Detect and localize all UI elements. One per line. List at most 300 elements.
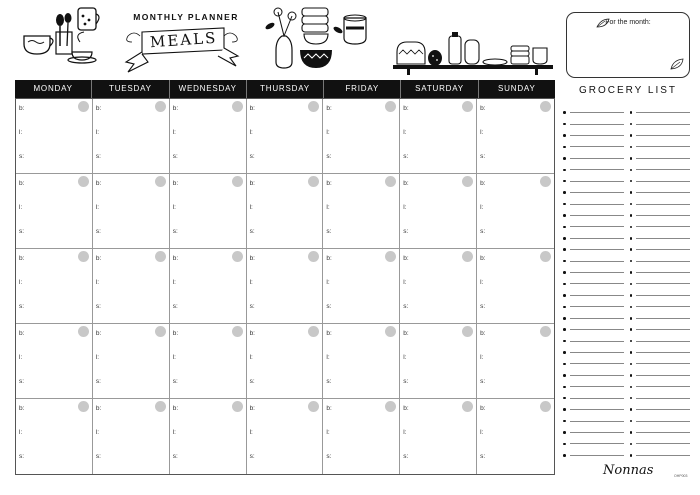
bullet-icon [630, 248, 633, 251]
lunch-label: l: [480, 354, 484, 361]
snack-label: s: [19, 303, 25, 310]
bullet-icon [630, 306, 633, 309]
meals-banner-text: MEALS [149, 28, 218, 52]
grocery-item-line[interactable] [630, 427, 691, 438]
grocery-item-line[interactable] [630, 118, 691, 129]
day-cell[interactable] [93, 249, 170, 324]
day-header-tuesday: TUESDAY [92, 80, 169, 98]
day-cell[interactable] [323, 174, 400, 249]
lunch-label: l: [95, 429, 100, 436]
grocery-item-line[interactable] [563, 221, 624, 232]
lunch-label: l: [95, 204, 100, 211]
grocery-item-line[interactable] [630, 210, 691, 221]
write-line [570, 261, 624, 262]
grocery-item-line[interactable] [563, 438, 624, 449]
date-circle [308, 176, 319, 187]
breakfast-label: b: [326, 255, 332, 262]
lunch-label: l: [95, 354, 100, 361]
bullet-icon [630, 237, 633, 240]
day-cell[interactable] [247, 174, 324, 249]
grocery-list [563, 107, 690, 461]
grocery-item-line[interactable] [630, 415, 691, 426]
grocery-item-line[interactable] [630, 392, 691, 403]
date-circle [462, 326, 473, 337]
grocery-item-line[interactable] [563, 392, 624, 403]
day-cell[interactable] [93, 99, 170, 174]
write-line [636, 238, 690, 239]
snack-label: s: [19, 153, 25, 160]
write-line [636, 135, 690, 136]
date-circle [232, 251, 243, 262]
grocery-item-line[interactable] [563, 404, 624, 415]
grocery-item-line[interactable] [563, 255, 624, 266]
grocery-item-line[interactable] [630, 358, 691, 369]
snack-label: s: [19, 453, 25, 460]
date-circle [78, 326, 89, 337]
product-code: OHP003 [674, 474, 688, 478]
grocery-item-line[interactable] [630, 370, 691, 381]
breakfast-label: b: [172, 255, 179, 262]
write-line [636, 169, 690, 170]
write-line [570, 352, 624, 353]
snack-label: s: [95, 378, 101, 385]
write-line [636, 204, 690, 205]
date-circle [308, 101, 319, 112]
grocery-item-line[interactable] [563, 118, 624, 129]
bullet-icon [630, 317, 633, 320]
day-cell[interactable] [400, 399, 477, 474]
snack-label: s: [172, 378, 178, 385]
date-circle [462, 251, 473, 262]
write-line [570, 329, 624, 330]
write-line [570, 146, 624, 147]
bullet-icon [630, 111, 633, 114]
breakfast-label: b: [19, 330, 25, 337]
lunch-label: l: [326, 429, 330, 436]
write-line [636, 375, 690, 376]
breakfast-label: b: [403, 180, 409, 187]
write-line [570, 238, 624, 239]
grocery-item-line[interactable] [630, 324, 691, 335]
date-circle [385, 326, 396, 337]
breakfast-label: b: [249, 405, 255, 412]
write-line [570, 124, 624, 125]
snack-label: s: [172, 453, 178, 460]
snack-label: s: [403, 228, 409, 235]
lunch-label: l: [403, 429, 407, 436]
date-circle [540, 251, 551, 262]
write-line [570, 204, 624, 205]
write-line [636, 124, 690, 125]
grocery-item-line[interactable] [630, 278, 691, 289]
grocery-item-line[interactable] [630, 107, 691, 118]
day-cell[interactable] [323, 249, 400, 324]
lunch-label: l: [172, 429, 176, 436]
month-box [566, 12, 690, 78]
write-line [636, 318, 690, 319]
day-cell[interactable] [323, 399, 400, 474]
grocery-item-line[interactable] [563, 176, 624, 187]
day-cell[interactable] [170, 324, 247, 399]
day-cell[interactable] [477, 399, 554, 474]
write-line [636, 295, 690, 296]
lunch-label: l: [172, 279, 176, 286]
day-cell[interactable] [170, 249, 247, 324]
bullet-icon [563, 420, 566, 423]
bullet-icon [563, 374, 566, 377]
bullet-icon [630, 328, 633, 331]
breakfast-label: b: [249, 330, 255, 337]
grocery-item-line[interactable] [630, 221, 691, 232]
write-line [636, 432, 690, 433]
write-line [570, 226, 624, 227]
bullet-icon [563, 351, 566, 354]
date-circle [232, 176, 243, 187]
lunch-label: l: [403, 279, 407, 286]
lunch-label: l: [172, 204, 176, 211]
breakfast-label: b: [19, 180, 25, 187]
bullet-icon [630, 146, 633, 149]
grocery-item-line[interactable] [563, 130, 624, 141]
write-line [570, 443, 624, 444]
snack-label: s: [326, 453, 332, 460]
grocery-item-line[interactable] [563, 107, 624, 118]
grocery-item-line[interactable] [630, 233, 691, 244]
grocery-item-line[interactable] [630, 267, 691, 278]
write-line [570, 158, 624, 159]
date-circle [155, 401, 166, 412]
write-line [636, 112, 690, 113]
write-line [636, 226, 690, 227]
day-cell[interactable] [170, 99, 247, 174]
write-line [570, 409, 624, 410]
lunch-label: l: [480, 204, 484, 211]
write-line [570, 215, 624, 216]
grocery-item-line[interactable] [630, 301, 691, 312]
write-line [570, 375, 624, 376]
breakfast-label: b: [19, 105, 25, 112]
leaf-icon [669, 57, 685, 71]
snack-label: s: [480, 228, 486, 235]
write-line [570, 112, 624, 113]
lunch-label: l: [249, 429, 253, 436]
flower-vase-bowls-icon [262, 6, 372, 70]
date-circle [385, 101, 396, 112]
write-line [570, 318, 624, 319]
breakfast-label: b: [480, 180, 486, 187]
grocery-item-line[interactable] [563, 244, 624, 255]
write-line [636, 146, 690, 147]
snack-label: s: [95, 228, 101, 235]
bullet-icon [563, 317, 566, 320]
bullet-icon [630, 420, 633, 423]
day-cell[interactable] [400, 324, 477, 399]
grocery-item-line[interactable] [630, 381, 691, 392]
grocery-item-line[interactable] [630, 438, 691, 449]
bullet-icon [563, 260, 566, 263]
grocery-item-line[interactable] [563, 335, 624, 346]
grocery-item-line[interactable] [630, 141, 691, 152]
date-circle [540, 176, 551, 187]
write-line [636, 272, 690, 273]
bullet-icon [630, 180, 633, 183]
day-cell[interactable] [170, 399, 247, 474]
day-cell[interactable] [477, 174, 554, 249]
write-line [636, 249, 690, 250]
bullet-icon [563, 146, 566, 149]
write-line [636, 341, 690, 342]
write-line [570, 169, 624, 170]
grocery-item-line[interactable] [563, 278, 624, 289]
bullet-icon [630, 260, 633, 263]
write-line [570, 398, 624, 399]
day-cell[interactable] [323, 99, 400, 174]
snack-label: s: [249, 303, 255, 310]
teapot-cups-icon [22, 6, 102, 70]
bullet-icon [630, 397, 633, 400]
grocery-item-line[interactable] [630, 187, 691, 198]
day-cell[interactable] [93, 324, 170, 399]
day-cell[interactable] [477, 99, 554, 174]
snack-label: s: [480, 303, 486, 310]
day-cell[interactable] [16, 99, 93, 174]
day-cell[interactable] [400, 99, 477, 174]
bullet-icon [563, 454, 566, 457]
day-cell[interactable] [93, 399, 170, 474]
day-cell[interactable] [170, 174, 247, 249]
grocery-item-line[interactable] [563, 164, 624, 175]
grocery-item-line[interactable] [563, 267, 624, 278]
breakfast-label: b: [95, 105, 102, 112]
grocery-item-line[interactable] [563, 381, 624, 392]
snack-label: s: [403, 453, 409, 460]
bullet-icon [563, 123, 566, 126]
grocery-item-line[interactable] [630, 347, 691, 358]
lunch-label: l: [326, 204, 330, 211]
write-line [636, 363, 690, 364]
write-line [570, 455, 624, 456]
bullet-icon [630, 454, 633, 457]
snack-label: s: [403, 303, 409, 310]
snack-label: s: [95, 453, 101, 460]
write-line [570, 363, 624, 364]
bullet-icon [630, 271, 633, 274]
lunch-label: l: [172, 129, 176, 136]
day-cell[interactable] [247, 99, 324, 174]
grocery-item-line[interactable] [630, 255, 691, 266]
day-cell[interactable] [477, 324, 554, 399]
grocery-item-line[interactable] [563, 187, 624, 198]
bullet-icon [630, 351, 633, 354]
bullet-icon [563, 271, 566, 274]
lunch-label: l: [19, 279, 23, 286]
bullet-icon [630, 363, 633, 366]
grocery-item-line[interactable] [563, 301, 624, 312]
date-circle [462, 401, 473, 412]
day-cell[interactable] [477, 249, 554, 324]
bullet-icon [563, 397, 566, 400]
grocery-item-line[interactable] [563, 153, 624, 164]
date-circle [308, 251, 319, 262]
lunch-label: l: [249, 129, 253, 136]
breakfast-label: b: [403, 255, 409, 262]
breakfast-label: b: [326, 330, 332, 337]
breakfast-label: b: [249, 255, 255, 262]
lunch-label: l: [403, 129, 407, 136]
lunch-label: l: [480, 279, 484, 286]
breakfast-label: b: [172, 405, 179, 412]
write-line [636, 455, 690, 456]
lunch-label: l: [326, 129, 330, 136]
grocery-item-line[interactable] [563, 358, 624, 369]
date-circle [78, 101, 89, 112]
month-label: For the month: [605, 19, 651, 26]
grocery-item-line[interactable] [630, 153, 691, 164]
snack-label: s: [249, 453, 255, 460]
bullet-icon [563, 306, 566, 309]
day-header-friday: FRIDAY [324, 80, 401, 98]
lunch-label: l: [326, 354, 330, 361]
snack-label: s: [249, 153, 255, 160]
bullet-icon [563, 157, 566, 160]
grocery-item-line[interactable] [630, 130, 691, 141]
bullet-icon [630, 203, 633, 206]
day-cell[interactable] [16, 324, 93, 399]
snack-label: s: [172, 153, 178, 160]
grocery-item-line[interactable] [563, 210, 624, 221]
day-cell[interactable] [247, 324, 324, 399]
grocery-item-line[interactable] [563, 313, 624, 324]
write-line [636, 352, 690, 353]
grocery-item-line[interactable] [630, 176, 691, 187]
breakfast-label: b: [480, 405, 486, 412]
day-cell[interactable] [16, 174, 93, 249]
date-circle [155, 101, 166, 112]
grocery-item-line[interactable] [563, 233, 624, 244]
write-line [570, 135, 624, 136]
bullet-icon [630, 408, 633, 411]
write-line [570, 283, 624, 284]
date-circle [308, 401, 319, 412]
snack-label: s: [19, 228, 25, 235]
breakfast-label: b: [403, 105, 409, 112]
grocery-item-line[interactable] [563, 324, 624, 335]
lunch-label: l: [249, 204, 253, 211]
grocery-item-line[interactable] [630, 404, 691, 415]
grocery-list-title: GROCERY LIST [578, 85, 678, 96]
date-circle [385, 401, 396, 412]
bullet-icon [630, 226, 633, 229]
bullet-icon [630, 340, 633, 343]
lunch-label: l: [19, 129, 23, 136]
grocery-item-line[interactable] [630, 335, 691, 346]
write-line [570, 249, 624, 250]
grocery-item-line[interactable] [563, 427, 624, 438]
grocery-item-line[interactable] [563, 347, 624, 358]
breakfast-label: b: [249, 180, 255, 187]
grocery-item-line[interactable] [563, 370, 624, 381]
bullet-icon [563, 283, 566, 286]
day-cell[interactable] [323, 324, 400, 399]
bullet-icon [563, 431, 566, 434]
snack-label: s: [172, 303, 178, 310]
snack-label: s: [403, 153, 409, 160]
bullet-icon [630, 431, 633, 434]
write-line [636, 283, 690, 284]
date-circle [78, 401, 89, 412]
page-title: MONTHLY PLANNER [133, 12, 239, 22]
breakfast-label: b: [326, 180, 332, 187]
lunch-label: l: [326, 279, 330, 286]
write-line [570, 272, 624, 273]
day-header-thursday: THURSDAY [247, 80, 324, 98]
date-circle [78, 251, 89, 262]
date-circle [385, 251, 396, 262]
grocery-item-line[interactable] [563, 141, 624, 152]
day-cell[interactable] [247, 399, 324, 474]
day-header-sunday: SUNDAY [498, 84, 536, 93]
breakfast-label: b: [172, 180, 179, 187]
lunch-label: l: [249, 354, 253, 361]
write-line [636, 261, 690, 262]
day-cell[interactable] [400, 249, 477, 324]
grocery-item-line[interactable] [563, 450, 624, 461]
grocery-item-line[interactable] [630, 450, 691, 461]
breakfast-label: b: [95, 405, 102, 412]
snack-label: s: [326, 153, 332, 160]
date-circle [232, 101, 243, 112]
write-line [570, 421, 624, 422]
breakfast-label: b: [403, 405, 409, 412]
breakfast-label: b: [249, 105, 255, 112]
write-line [570, 386, 624, 387]
write-line [636, 329, 690, 330]
lunch-label: l: [95, 129, 100, 136]
day-cell[interactable] [93, 174, 170, 249]
breakfast-label: b: [480, 330, 486, 337]
bullet-icon [630, 157, 633, 160]
grocery-item-line[interactable] [563, 415, 624, 426]
day-cell[interactable] [16, 249, 93, 324]
day-cell[interactable] [247, 249, 324, 324]
grocery-item-line[interactable] [630, 313, 691, 324]
breakfast-label: b: [403, 330, 409, 337]
grocery-item-line[interactable] [563, 198, 624, 209]
snack-label: s: [19, 378, 25, 385]
write-line [570, 341, 624, 342]
day-cell[interactable] [400, 174, 477, 249]
grocery-item-line[interactable] [630, 290, 691, 301]
grocery-item-line[interactable] [630, 198, 691, 209]
snack-label: s: [480, 153, 486, 160]
snack-label: s: [172, 228, 178, 235]
grocery-item-line[interactable] [563, 290, 624, 301]
write-line [636, 158, 690, 159]
lunch-label: l: [480, 129, 484, 136]
bullet-icon [563, 443, 566, 446]
lunch-label: l: [403, 204, 407, 211]
lunch-label: l: [95, 279, 100, 286]
day-header-monday: MONDAY [15, 80, 92, 98]
grocery-item-line[interactable] [630, 244, 691, 255]
bullet-icon [563, 226, 566, 229]
bullet-icon [630, 294, 633, 297]
day-cell[interactable] [16, 399, 93, 474]
date-circle [155, 176, 166, 187]
lunch-label: l: [172, 354, 176, 361]
grocery-item-line[interactable] [630, 164, 691, 175]
bullet-icon [563, 214, 566, 217]
